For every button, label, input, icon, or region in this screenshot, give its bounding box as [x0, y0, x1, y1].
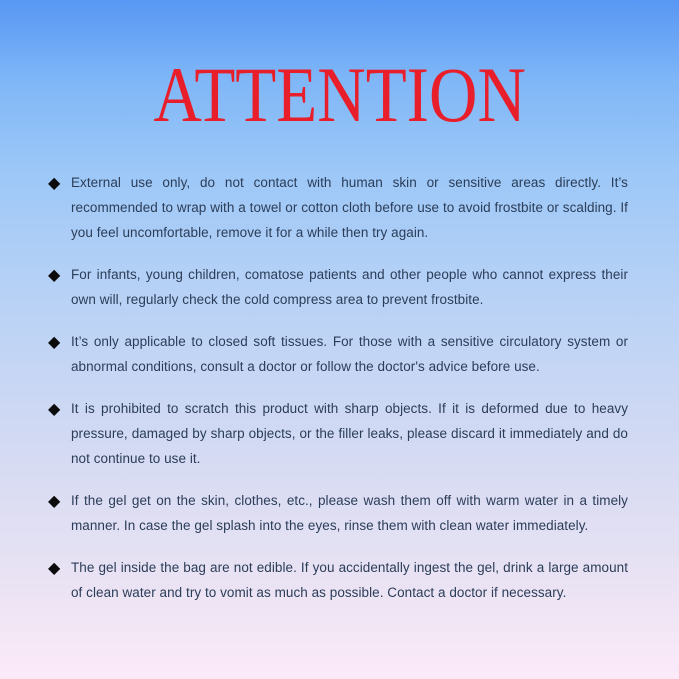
page-title: ATTENTION: [153, 51, 526, 138]
diamond-bullet-icon: ◆: [48, 173, 61, 192]
list-item: [48, 329, 628, 379]
diamond-bullet-icon: ◆: [48, 399, 61, 418]
list-item: [48, 555, 628, 605]
bullet-text: The gel inside the bag are not edible. If you accidentally ingest the gel, drink a large amount of clean water and try to vomit as much as possible. Contact a doctor if necessary.: [71, 560, 628, 600]
list-item: [48, 262, 628, 312]
list-item: [48, 170, 628, 245]
list-item: [48, 488, 628, 538]
bullet-text: It is prohibited to scratch this product with sharp objects. If it is deformed due to heavy pressure, damaged by sharp objects, or the filler leaks, please discard it immediately and do not continue to use it.: [71, 401, 628, 466]
bullet-list: [48, 170, 628, 605]
bullet-text: If the gel get on the skin, clothes, etc., please wash them off with warm water in a timely manner. In case the gel splash into the eyes, rinse them with clean water immediately.: [71, 493, 628, 533]
list-item: [48, 396, 628, 471]
diamond-bullet-icon: ◆: [48, 491, 61, 510]
bullet-text: It’s only applicable to closed soft tissues. For those with a sensitive circulatory system or abnormal conditions, consult a doctor or follow the doctor's advice before use.: [71, 334, 628, 374]
bullet-text: External use only, do not contact with human skin or sensitive areas directly. It’s recommended to wrap with a towel or cotton cloth before use to avoid frostbite or scalding. If you feel uncomfortable, remove it for a while then try again.: [71, 175, 628, 240]
diamond-bullet-icon: ◆: [48, 332, 61, 351]
diamond-bullet-icon: ◆: [48, 558, 61, 577]
bullet-text: For infants, young children, comatose patients and other people who cannot express their own will, regularly check the cold compress area to prevent frostbite.: [71, 267, 628, 307]
diamond-bullet-icon: ◆: [48, 265, 61, 284]
page-title-row: [0, 51, 679, 138]
